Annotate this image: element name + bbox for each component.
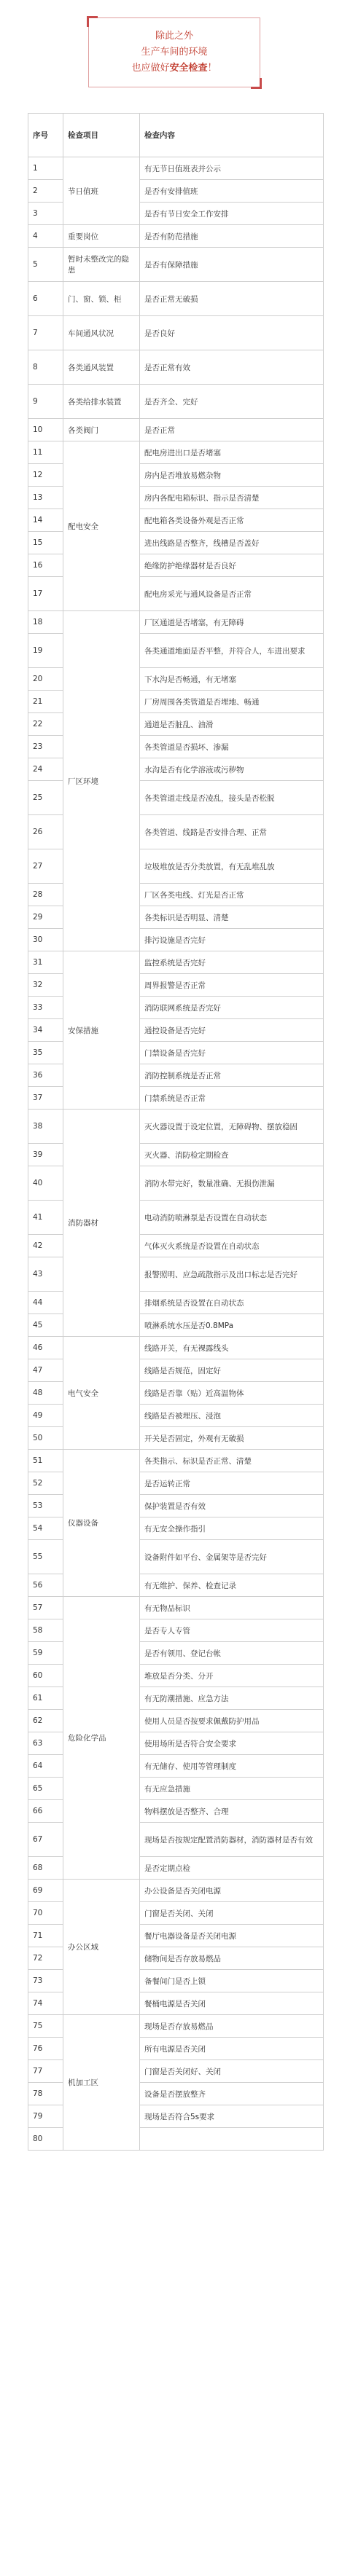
inspection-content: 是否有领用、登记台帐 xyxy=(140,1642,324,1665)
inspection-content: 餐桶电源是否关闭 xyxy=(140,1992,324,2015)
row-number: 24 xyxy=(28,758,63,781)
inspection-content: 设备附件如平台、金属架等是否完好 xyxy=(140,1540,324,1574)
inspection-content: 各类指示、标识是否正常、清楚 xyxy=(140,1450,324,1472)
inspection-content: 喷淋系统水压是否0.8MPa xyxy=(140,1314,324,1337)
row-number: 8 xyxy=(28,350,63,385)
row-number: 42 xyxy=(28,1235,63,1257)
inspection-table-wrapper xyxy=(28,113,323,2151)
row-number: 17 xyxy=(28,577,63,611)
inspection-item: 电气安全 xyxy=(63,1337,140,1450)
inspection-content: 所有电源是否关闭 xyxy=(140,2038,324,2060)
inspection-item: 配电安全 xyxy=(63,441,140,611)
table-row xyxy=(28,441,324,464)
inspection-content: 线路是否规范，固定好 xyxy=(140,1359,324,1382)
row-number: 6 xyxy=(28,282,63,316)
row-number: 26 xyxy=(28,815,63,849)
row-number: 3 xyxy=(28,203,63,225)
inspection-content: 备餐间门是否上锁 xyxy=(140,1970,324,1992)
header-callout xyxy=(88,17,260,87)
inspection-content: 消防控制系统是否正常 xyxy=(140,1064,324,1087)
inspection-item: 厂区环境 xyxy=(63,611,140,951)
row-number: 69 xyxy=(28,1880,63,1902)
inspection-content: 办公设备是否关闭电源 xyxy=(140,1880,324,1902)
row-number: 67 xyxy=(28,1823,63,1857)
inspection-item: 安保措施 xyxy=(63,951,140,1110)
inspection-content: 消防水带完好，数量准确、无损伤泄漏 xyxy=(140,1166,324,1201)
row-number: 20 xyxy=(28,668,63,691)
inspection-content: 现场是否符合5s要求 xyxy=(140,2105,324,2128)
inspection-content: 有无维护、保养、检查记录 xyxy=(140,1574,324,1597)
row-number: 65 xyxy=(28,1778,63,1800)
row-number: 74 xyxy=(28,1992,63,2015)
row-number: 58 xyxy=(28,1619,63,1642)
row-number: 71 xyxy=(28,1925,63,1947)
table-row xyxy=(28,419,324,441)
table-row xyxy=(28,611,324,634)
row-number: 79 xyxy=(28,2105,63,2128)
row-number: 40 xyxy=(28,1166,63,1201)
row-number: 18 xyxy=(28,611,63,634)
table-header-row xyxy=(28,114,324,157)
header-line-3 xyxy=(89,60,260,76)
inspection-content: 下水沟是否畅通，有无堵塞 xyxy=(140,668,324,691)
inspection-item: 各类给排水装置 xyxy=(63,385,140,419)
inspection-content: 是否正常 xyxy=(140,419,324,441)
inspection-content: 线路开关，有无裸露线头 xyxy=(140,1337,324,1359)
inspection-content: 是否专人专管 xyxy=(140,1619,324,1642)
header-line-3-suffix: ！ xyxy=(207,63,217,74)
inspection-content: 气体灭火系统是否设置在自动状态 xyxy=(140,1235,324,1257)
row-number: 59 xyxy=(28,1642,63,1665)
row-number: 54 xyxy=(28,1517,63,1540)
row-number: 45 xyxy=(28,1314,63,1337)
inspection-content: 配电箱各类设备外观是否正常 xyxy=(140,509,324,532)
row-number: 38 xyxy=(28,1110,63,1144)
inspection-content: 线路是否被埋压、浸泡 xyxy=(140,1405,324,1427)
row-number: 49 xyxy=(28,1405,63,1427)
inspection-content: 是否运转正常 xyxy=(140,1472,324,1495)
row-number: 31 xyxy=(28,951,63,974)
table-row xyxy=(28,951,324,974)
table-row xyxy=(28,350,324,385)
header-line-3-bold: 安全检查 xyxy=(169,63,208,74)
row-number: 12 xyxy=(28,464,63,487)
corner-accent xyxy=(251,78,262,89)
inspection-content: 有无应急措施 xyxy=(140,1778,324,1800)
inspection-content: 是否定期点检 xyxy=(140,1857,324,1880)
row-number: 64 xyxy=(28,1755,63,1778)
row-number: 2 xyxy=(28,180,63,203)
table-row xyxy=(28,1110,324,1144)
inspection-content: 开关是否固定，外观有无破损 xyxy=(140,1427,324,1450)
header-line-3-prefix: 也应做好 xyxy=(131,63,170,74)
inspection-content: 是否有防范措施 xyxy=(140,225,324,248)
row-number: 30 xyxy=(28,929,63,951)
inspection-content: 是否有安排值班 xyxy=(140,180,324,203)
corner-accent xyxy=(87,16,98,27)
row-number: 60 xyxy=(28,1665,63,1687)
inspection-content: 是否良好 xyxy=(140,316,324,350)
column-header-content: 检查内容 xyxy=(140,114,324,157)
inspection-content: 周界报警是否正常 xyxy=(140,974,324,997)
row-number: 9 xyxy=(28,385,63,419)
column-header-item: 检查项目 xyxy=(63,114,140,157)
inspection-content: 门禁系统是否正常 xyxy=(140,1087,324,1110)
row-number: 28 xyxy=(28,884,63,906)
inspection-content: 物料摆放是否整齐、合理 xyxy=(140,1800,324,1823)
inspection-content: 有无物品标识 xyxy=(140,1597,324,1619)
row-number: 46 xyxy=(28,1337,63,1359)
row-number: 25 xyxy=(28,781,63,815)
inspection-content: 保护装置是否有效 xyxy=(140,1495,324,1517)
inspection-content: 通控设备是否完好 xyxy=(140,1019,324,1042)
inspection-content: 水沟是否有化学溶液或污秽物 xyxy=(140,758,324,781)
inspection-content: 储物间是否存放易燃品 xyxy=(140,1947,324,1970)
row-number: 78 xyxy=(28,2083,63,2105)
row-number: 75 xyxy=(28,2015,63,2038)
inspection-content: 房内各配电箱标识、指示是否清楚 xyxy=(140,487,324,509)
row-number: 5 xyxy=(28,248,63,282)
inspection-content: 消防联网系统是否完好 xyxy=(140,997,324,1019)
inspection-content: 堆放是否分类、分开 xyxy=(140,1665,324,1687)
row-number: 61 xyxy=(28,1687,63,1710)
row-number: 10 xyxy=(28,419,63,441)
row-number: 22 xyxy=(28,713,63,736)
inspection-content: 各类通道地面是否平整，并符合人，车进出要求 xyxy=(140,634,324,668)
inspection-content: 使用场所是否符合安全要求 xyxy=(140,1732,324,1755)
row-number: 4 xyxy=(28,225,63,248)
inspection-content: 有无安全操作指引 xyxy=(140,1517,324,1540)
row-number: 53 xyxy=(28,1495,63,1517)
row-number: 16 xyxy=(28,554,63,577)
row-number: 14 xyxy=(28,509,63,532)
inspection-content: 是否正常无破损 xyxy=(140,282,324,316)
inspection-content: 垃圾堆放是否分类放置，有无乱堆乱放 xyxy=(140,849,324,884)
inspection-content: 有无节日值班表并公示 xyxy=(140,157,324,180)
inspection-item: 各类阀门 xyxy=(63,419,140,441)
inspection-table xyxy=(28,113,324,2151)
row-number: 7 xyxy=(28,316,63,350)
table-row xyxy=(28,1337,324,1359)
row-number: 62 xyxy=(28,1710,63,1732)
row-number: 41 xyxy=(28,1201,63,1235)
inspection-item: 消防器材 xyxy=(63,1110,140,1337)
table-row xyxy=(28,157,324,180)
inspection-content: 现场是否按规定配置消防器材，消防器材是否有效 xyxy=(140,1823,324,1857)
table-row xyxy=(28,1450,324,1472)
inspection-item: 重要岗位 xyxy=(63,225,140,248)
inspection-content: 设备是否摆放整齐 xyxy=(140,2083,324,2105)
inspection-content: 通道是否脏乱、油滑 xyxy=(140,713,324,736)
row-number: 34 xyxy=(28,1019,63,1042)
header-line-2: 生产车间的环境 xyxy=(141,47,208,58)
inspection-item: 节日值班 xyxy=(63,157,140,225)
inspection-content: 房内是否堆放易燃杂物 xyxy=(140,464,324,487)
inspection-content: 使用人员是否按要求佩戴防护用品 xyxy=(140,1710,324,1732)
table-row xyxy=(28,248,324,282)
inspection-content: 排污设施是否完好 xyxy=(140,929,324,951)
inspection-content: 配电房进出口是否堵塞 xyxy=(140,441,324,464)
inspection-content xyxy=(140,2128,324,2151)
row-number: 50 xyxy=(28,1427,63,1450)
column-header-number: 序号 xyxy=(28,114,63,157)
inspection-content: 有无储存、使用等管理制度 xyxy=(140,1755,324,1778)
row-number: 32 xyxy=(28,974,63,997)
inspection-content: 是否有节日安全工作安排 xyxy=(140,203,324,225)
inspection-content: 餐厅电器设备是否关闭电源 xyxy=(140,1925,324,1947)
inspection-content: 报警照明、应急疏散指示及出口标志是否完好 xyxy=(140,1257,324,1292)
inspection-content: 灭火器设置于设定位置，无障碍物、摆放稳固 xyxy=(140,1110,324,1144)
inspection-content: 各类管道是否损坏、渗漏 xyxy=(140,736,324,758)
row-number: 55 xyxy=(28,1540,63,1574)
inspection-content: 灭火器、消防检定期检查 xyxy=(140,1144,324,1166)
table-body xyxy=(28,157,324,2151)
inspection-content: 是否正常有效 xyxy=(140,350,324,385)
row-number: 36 xyxy=(28,1064,63,1087)
row-number: 80 xyxy=(28,2128,63,2151)
row-number: 15 xyxy=(28,532,63,554)
row-number: 47 xyxy=(28,1359,63,1382)
header-line-1: 除此之外 xyxy=(155,31,193,42)
inspection-content: 监控系统是否完好 xyxy=(140,951,324,974)
table-row xyxy=(28,225,324,248)
inspection-item: 危险化学品 xyxy=(63,1597,140,1880)
row-number: 66 xyxy=(28,1800,63,1823)
row-number: 19 xyxy=(28,634,63,668)
inspection-content: 线路是否靠（贴）近高温物体 xyxy=(140,1382,324,1405)
inspection-content: 各类管道、线路是否安排合理、正常 xyxy=(140,815,324,849)
table-row xyxy=(28,1880,324,1902)
inspection-content: 厂区各类电线、灯光是否正常 xyxy=(140,884,324,906)
inspection-content: 是否齐全、完好 xyxy=(140,385,324,419)
inspection-item: 机加工区 xyxy=(63,2015,140,2151)
row-number: 37 xyxy=(28,1087,63,1110)
row-number: 33 xyxy=(28,997,63,1019)
inspection-content: 各类管道走线是否凌乱，接头是否松脱 xyxy=(140,781,324,815)
inspection-content: 各类标识是否明显、清楚 xyxy=(140,906,324,929)
row-number: 43 xyxy=(28,1257,63,1292)
inspection-content: 门窗是否关闭、关闭 xyxy=(140,1902,324,1925)
inspection-content: 厂房周围各类管道是否埋地、畅通 xyxy=(140,691,324,713)
inspection-content: 是否有保障措施 xyxy=(140,248,324,282)
row-number: 23 xyxy=(28,736,63,758)
inspection-content: 有无防潮措施、应急方法 xyxy=(140,1687,324,1710)
inspection-item: 仪器设备 xyxy=(63,1450,140,1597)
inspection-content: 门禁设备是否完好 xyxy=(140,1042,324,1064)
inspection-item: 车间通风状况 xyxy=(63,316,140,350)
inspection-item: 各类通风装置 xyxy=(63,350,140,385)
table-row xyxy=(28,316,324,350)
row-number: 27 xyxy=(28,849,63,884)
inspection-item: 门、窗、锁、柜 xyxy=(63,282,140,316)
row-number: 57 xyxy=(28,1597,63,1619)
inspection-content: 配电房采光与通风设备是否正常 xyxy=(140,577,324,611)
table-row xyxy=(28,1597,324,1619)
row-number: 48 xyxy=(28,1382,63,1405)
row-number: 21 xyxy=(28,691,63,713)
row-number: 35 xyxy=(28,1042,63,1064)
row-number: 51 xyxy=(28,1450,63,1472)
row-number: 77 xyxy=(28,2060,63,2083)
inspection-content: 绝缘防护绝缘器材是否良好 xyxy=(140,554,324,577)
row-number: 76 xyxy=(28,2038,63,2060)
inspection-item: 暂时未整改完的隐患 xyxy=(63,248,140,282)
table-row xyxy=(28,2015,324,2038)
table-row xyxy=(28,282,324,316)
row-number: 73 xyxy=(28,1970,63,1992)
row-number: 29 xyxy=(28,906,63,929)
row-number: 39 xyxy=(28,1144,63,1166)
row-number: 70 xyxy=(28,1902,63,1925)
row-number: 44 xyxy=(28,1292,63,1314)
inspection-content: 门窗是否关闭好、关闭 xyxy=(140,2060,324,2083)
row-number: 52 xyxy=(28,1472,63,1495)
row-number: 63 xyxy=(28,1732,63,1755)
row-number: 72 xyxy=(28,1947,63,1970)
row-number: 56 xyxy=(28,1574,63,1597)
inspection-content: 进出线路是否整齐，线槽是否盖好 xyxy=(140,532,324,554)
row-number: 13 xyxy=(28,487,63,509)
inspection-content: 厂区通道是否堵塞，有无障碍 xyxy=(140,611,324,634)
row-number: 1 xyxy=(28,157,63,180)
inspection-item: 办公区域 xyxy=(63,1880,140,2015)
inspection-content: 电动消防喷淋泵是否设置在自动状态 xyxy=(140,1201,324,1235)
row-number: 11 xyxy=(28,441,63,464)
inspection-content: 排烟系统是否设置在自动状态 xyxy=(140,1292,324,1314)
inspection-content: 现场是否存放易燃品 xyxy=(140,2015,324,2038)
table-row xyxy=(28,385,324,419)
row-number: 68 xyxy=(28,1857,63,1880)
